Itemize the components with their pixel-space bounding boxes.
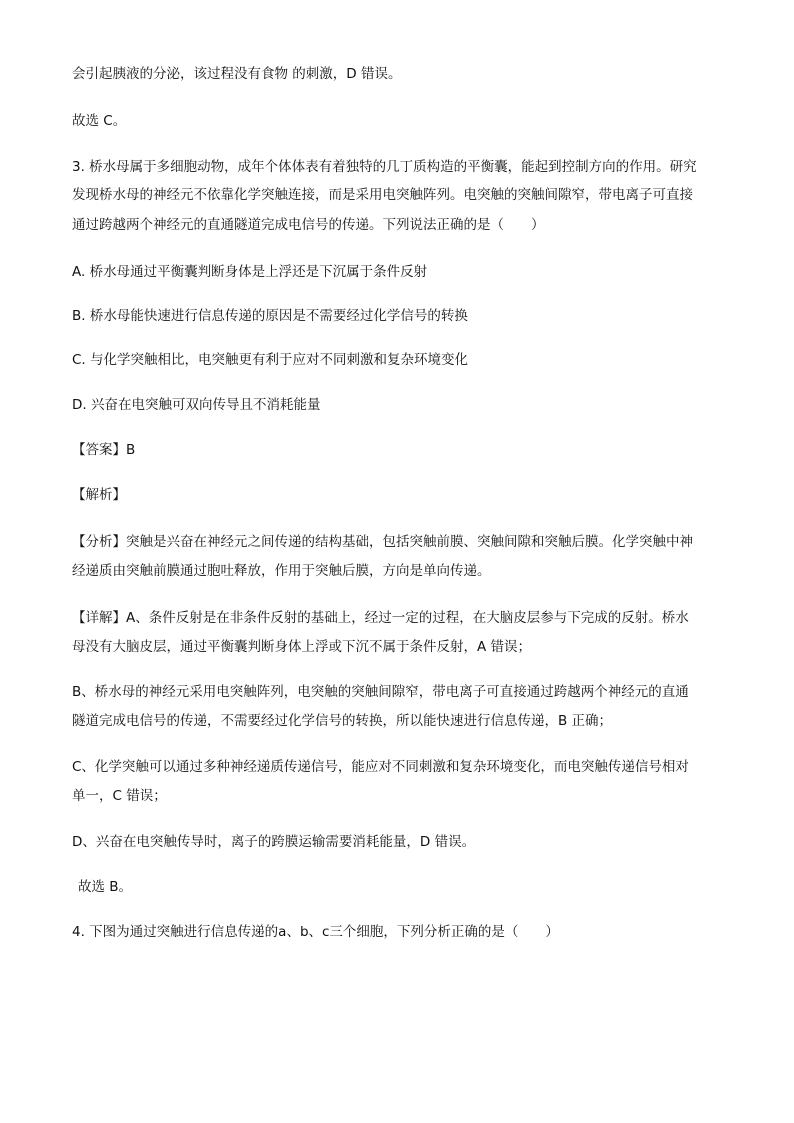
explain-c-line-1: C、化学突触可以通过多种神经递质传递信号，能应对不同刺激和复杂环境变化，而电突触传递信号相对 — [72, 759, 689, 775]
explain-d-line: D、兴奋在电突触传导时，离子的跨膜运输需要消耗能量，D 错误。 — [72, 834, 476, 850]
fenxi-tag: 【分析】 — [72, 534, 126, 550]
option-c: C. 与化学突触相比，电突触更有利于应对不同刺激和复杂环境变化 — [72, 352, 469, 368]
option-b: B. 桥水母能快速进行信息传递的原因是不需要经过化学信号的转换 — [72, 308, 468, 324]
answer-value: B — [126, 442, 136, 458]
prev-explanation-tail: 会引起胰液的分泌，该过程没有食物 的刺激，D 错误。 — [72, 66, 402, 82]
answer-tag: 【答案】 — [72, 442, 126, 458]
fenxi-text-1: 突触是兴奋在神经元之间传递的结构基础，包括突触前膜、突触间隙和突触后膜。化学突触中神 — [126, 534, 693, 550]
explain-c-line-2: 单一，C 错误； — [72, 788, 167, 804]
prev-choice-line: 故选 C。 — [72, 113, 127, 129]
choice-line: 故选 B。 — [78, 879, 133, 895]
question-4-stem: 4. 下图为通过突触进行信息传递的a、b、c三个细胞，下列分析正确的是（ ） — [72, 924, 559, 940]
xiangjie-line-1 — [72, 608, 732, 628]
fenxi-line-1 — [72, 532, 732, 552]
option-d: D. 兴奋在电突触可双向传导且不消耗能量 — [72, 397, 321, 413]
xiangjie-a-text-1: A、条件反射是在非条件反射的基础上，经过一定的过程，在大脑皮层参与下完成的反射。桥水 — [126, 610, 689, 626]
question-3-stem-line-3: 通过跨越两个神经元的直通隧道完成电信号的传递。下列说法正确的是（ ） — [72, 217, 545, 233]
explain-b-line-2: 隧道完成电信号的传递，不需要经过化学信号的转换，所以能快速进行信息传递，B 正确； — [72, 713, 613, 729]
answer-line — [72, 440, 732, 460]
xiangjie-a-line-2: 母没有大脑皮层，通过平衡囊判断身体上浮或下沉不属于条件反射，A 错误； — [72, 639, 532, 655]
fenxi-line-2: 经递质由突触前膜通过胞吐释放，作用于突触后膜，方向是单向传递。 — [72, 563, 491, 579]
xiangjie-tag: 【详解】 — [72, 610, 126, 626]
explain-b-line-1: B、桥水母的神经元采用电突触阵列，电突触的突触间隙窄，带电离子可直接通过跨越两个神经元的直通 — [72, 684, 689, 700]
option-a: A. 桥水母通过平衡囊判断身体是上浮还是下沉属于条件反射 — [72, 264, 428, 280]
question-3-stem-line-2: 发现桥水母的神经元不依靠化学突触连接，而是采用电突触阵列。电突触的突触间隙窄，带电离子可直接 — [72, 187, 693, 203]
analysis-heading: 【解析】 — [72, 487, 126, 503]
question-3-stem-line-1: 3. 桥水母属于多细胞动物，成年个体体表有着独特的几丁质构造的平衡囊，能起到控制方向的作用。研究 — [72, 159, 697, 175]
